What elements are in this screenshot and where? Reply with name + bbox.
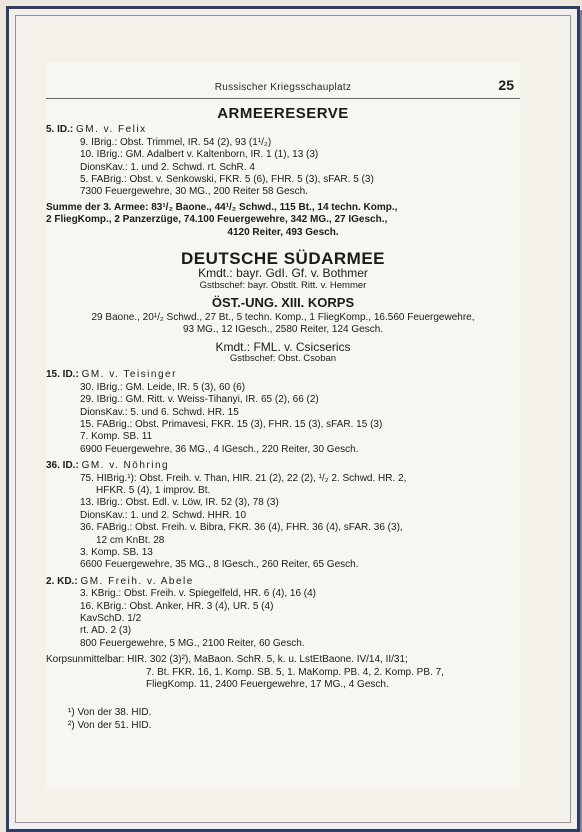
suedarmee-heading: DEUTSCHE SÜDARMEE — [180, 249, 386, 269]
korps-chief-of-staff: Gstbschef: Obst. Csoban — [229, 352, 337, 364]
korpsunmittelbar-line: Korpsunmittelbar: HIR. 302 (3)²), MaBaon. SchR. 5, k. u. LstEtBaone. IV/14, II/31; — [46, 654, 408, 666]
division-15 — [46, 369, 520, 456]
list-item: 13. IBrig.: Obst. Edl. v. Löw, IR. 52 (3), 78 (3) — [80, 497, 279, 509]
header-rule — [46, 98, 520, 99]
division-commander: GM. v. Nöhring — [81, 460, 170, 472]
running-header-title: Russischer Kriegsschauplatz — [214, 82, 352, 93]
list-item: 3. Komp. SB. 13 — [80, 547, 153, 558]
strength-line: 29 Baone., 20¹/₂ Schwd., 27 Bt., 5 techn. Komp., 1 FliegKomp., 16.560 Feuergewehre, — [91, 311, 475, 323]
division-label: 2. KD.: — [46, 575, 78, 587]
division-36-heading — [46, 460, 520, 472]
list-item: 9. IBrig.: Obst. Trimmel, IR. 54 (2), 93 (1¹/₂) — [80, 136, 272, 148]
list-item: KavSchD. 1/2 — [80, 613, 142, 625]
summary-line: Summe der 3. Armee: 83¹/₂ Baone., 44¹/₂ Schwd., 115 Bt., 14 techn. Komp., — [46, 201, 398, 213]
footnote: ¹) Von der 38. HID. — [68, 707, 152, 719]
list-item: DionsKav.: 5. und 6. Schwd. HR. 15 — [80, 406, 239, 418]
list-item: DionsKav.: 1. und 2. Schwd. rt. SchR. 4 — [80, 161, 255, 173]
page-content — [46, 106, 520, 732]
list-item: 12 cm KnBt. 28 — [96, 534, 165, 546]
footnotes — [46, 707, 520, 732]
list-item: 15. FABrig.: Obst. Primavesi, FKR. 15 (3), FHR. 15 (3), sFAR. 15 (3) — [80, 418, 383, 430]
list-item: 7300 Feuergewehre, 30 MG., 200 Reiter 58 Gesch. — [80, 186, 308, 198]
division-36 — [46, 460, 520, 572]
division-commander: GM. v. Teisinger — [81, 369, 177, 381]
list-item: 5. FABrig.: Obst. v. Senkowski, FKR. 5 (6), FHR. 5 (3), sFAR. 5 (3) — [80, 174, 374, 186]
footnote: ²) Von der 51. HID. — [68, 719, 152, 731]
list-item: DionsKav.: 1. und 2. Schwd. HHR. 10 — [80, 509, 247, 521]
division-label: 5. ID.: — [46, 124, 74, 136]
list-item: 6900 Feuergewehre, 36 MG., 4 IGesch., 220 Reiter, 30 Gesch. — [80, 443, 359, 455]
korps-strength — [46, 312, 520, 337]
list-item: 10. IBrig.: GM. Adalbert v. Kaltenborn, IR. 1 (1), 13 (3) — [80, 149, 319, 161]
list-item: 3. KBrig.: Obst. Freih. v. Spiegelfeld, HR. 6 (4), 16 (4) — [80, 588, 317, 600]
korps-heading: ÖST.-UNG. XIII. KORPS — [211, 295, 355, 311]
list-item: 75. HIBrig.¹): Obst. Freih. v. Than, HIR. 21 (2), 22 (2), ¹/₂ 2. Schwd. HR. 2, — [80, 472, 407, 484]
list-item: 29. IBrig.: GM. Ritt. v. Weiss-Tihanyi, IR. 65 (2), 66 (2) — [80, 394, 319, 406]
page-number: 25 — [498, 77, 514, 93]
suedarmee-chief-of-staff: Gstbschef: bayr. Obstlt. Ritt. v. Hemmer — [199, 279, 367, 291]
cavalry-division-2 — [46, 576, 520, 650]
list-item: rt. AD. 2 (3) — [80, 625, 132, 637]
division-commander: GM. Freih. v. Abele — [80, 575, 194, 587]
korps-commander: Kmdt.: FML. v. Csicserics — [215, 339, 351, 354]
division-5-list — [46, 137, 520, 199]
army-summary — [46, 202, 520, 239]
running-header — [46, 77, 520, 98]
summary-line: 2 FliegKomp., 2 Panzerzüge, 74.100 Feuergewehre, 342 MG., 27 IGesch., — [46, 214, 388, 226]
korpsunmittelbar — [46, 654, 520, 691]
division-label: 15. ID.: — [46, 369, 79, 381]
list-item: 800 Feuergewehre, 5 MG., 2100 Reiter, 60 Gesch. — [80, 637, 305, 649]
book-page — [46, 62, 520, 790]
list-item: 6600 Feuergewehre, 35 MG., 8 IGesch., 260 Reiter, 65 Gesch. — [80, 559, 359, 571]
strength-line: 93 MG., 12 IGesch., 2580 Reiter, 124 Gesch. — [182, 324, 384, 336]
division-5-heading — [46, 124, 520, 136]
suedarmee-commander: Kmdt.: bayr. GdI. Gf. v. Bothmer — [198, 266, 368, 281]
armeereserve-heading: ARMEERESERVE — [217, 105, 349, 122]
korpsunmittelbar-line: 7. Bt. FKR. 16, 1. Komp. SB. 5, 1. MaKomp. PB. 4, 2. Komp. PB. 7, — [146, 666, 444, 678]
division-commander: GM. v. Felix — [76, 124, 147, 136]
kd2-heading — [46, 576, 520, 588]
list-item: HFKR. 5 (4), 1 improv. Bt. — [96, 484, 211, 496]
korpsunmittelbar-line: FliegKomp. 11, 2400 Feuergewehre, 17 MG., 4 Gesch. — [146, 679, 389, 691]
list-item: 16. KBrig.: Obst. Anker, HR. 3 (4), UR. 5 (4) — [80, 600, 274, 612]
list-item: 30. IBrig.: GM. Leide, IR. 5 (3), 60 (6) — [80, 381, 246, 393]
page-frame-inner — [15, 15, 571, 823]
list-item: 7. Komp. SB. 11 — [80, 431, 153, 443]
division-15-heading — [46, 369, 520, 381]
division-label: 36. ID.: — [46, 460, 79, 472]
page-frame — [6, 6, 580, 832]
list-item: 36. FABrig.: Obst. Freih. v. Bibra, FKR. 36 (4), FHR. 36 (4), sFAR. 36 (3), — [80, 522, 403, 534]
summary-line: 4120 Reiter, 493 Gesch. — [227, 226, 339, 238]
